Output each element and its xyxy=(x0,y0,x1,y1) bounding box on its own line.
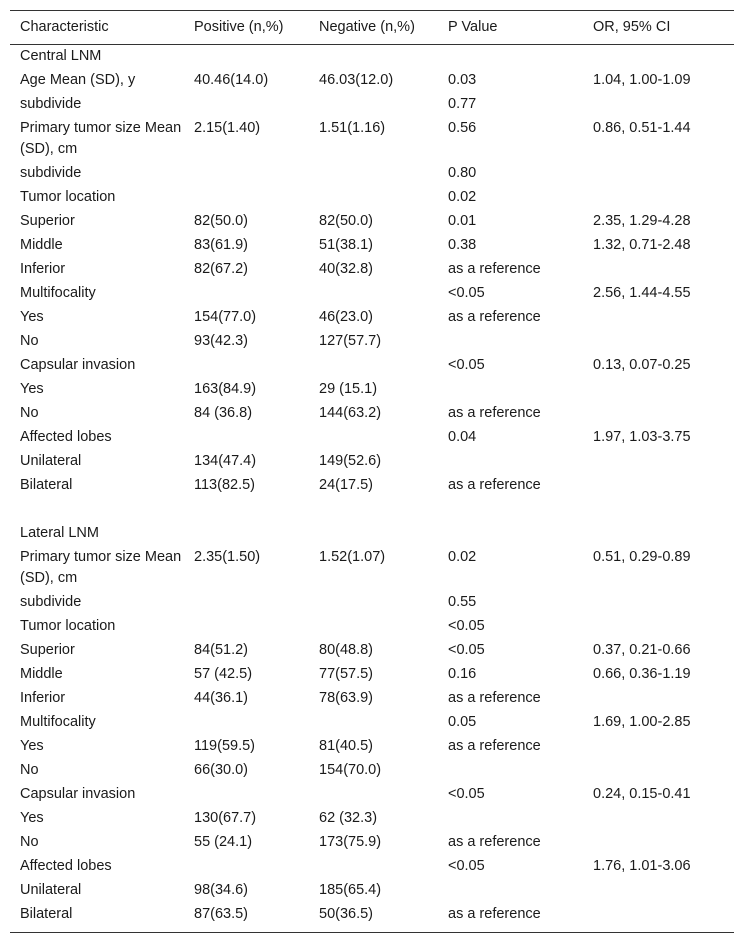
p-value-cell: <0.05 xyxy=(448,285,485,301)
characteristic-cell: Primary tumor size Mean (SD), cm xyxy=(20,549,182,586)
negative-cell: 77(57.5) xyxy=(319,666,374,682)
characteristic-cell: No xyxy=(20,762,39,778)
positive-cell xyxy=(184,591,309,615)
or-ci-cell: 1.32, 0.71-2.48 xyxy=(593,237,691,253)
characteristic-cell: Affected lobes xyxy=(20,858,112,874)
table-row xyxy=(10,162,734,186)
characteristic-cell: No xyxy=(20,834,39,850)
p-value-cell xyxy=(438,498,583,522)
characteristic-cell: Yes xyxy=(20,381,44,397)
negative-cell: 50(36.5) xyxy=(309,903,438,933)
positive-cell xyxy=(184,45,309,70)
table-row xyxy=(10,474,734,498)
table-row xyxy=(10,402,734,426)
table-row xyxy=(10,903,734,933)
or-ci-cell: 0.24, 0.15-0.41 xyxy=(593,786,691,802)
negative-cell: 51(38.1) xyxy=(319,237,374,253)
characteristic-cell: Middle xyxy=(20,666,63,682)
p-value-cell: 0.01 xyxy=(448,213,477,229)
table-row xyxy=(10,855,734,879)
positive-cell: 82(67.2) xyxy=(194,261,249,277)
table-row xyxy=(10,426,734,450)
negative-cell: 173(75.9) xyxy=(319,834,382,850)
table-row xyxy=(10,735,734,759)
positive-cell: 57 (42.5) xyxy=(194,666,253,682)
positive-cell xyxy=(184,498,309,522)
positive-cell: 82(50.0) xyxy=(194,213,249,229)
characteristic-cell: Primary tumor size Mean (SD), cm xyxy=(20,120,182,157)
or-ci-cell: 0.37, 0.21-0.66 xyxy=(593,642,691,658)
p-value-cell: 0.55 xyxy=(448,594,477,610)
positive-cell xyxy=(184,711,309,735)
p-value-cell xyxy=(438,807,583,831)
p-value-cell: as a reference xyxy=(448,690,541,706)
characteristic-cell: Inferior xyxy=(20,261,66,277)
negative-cell xyxy=(309,282,438,306)
positive-cell xyxy=(184,855,309,879)
positive-cell: 83(61.9) xyxy=(194,237,249,253)
or-ci-cell xyxy=(583,522,734,546)
characteristic-cell: Middle xyxy=(20,237,63,253)
positive-cell: 84(51.2) xyxy=(194,642,249,658)
table-row xyxy=(10,45,734,70)
or-ci-cell xyxy=(583,330,734,354)
characteristic-cell: Superior xyxy=(20,642,75,658)
positive-cell: 130(67.7) xyxy=(194,810,257,826)
negative-cell xyxy=(309,498,438,522)
characteristic-cell: Bilateral xyxy=(10,903,184,933)
p-value-cell: <0.05 xyxy=(448,786,485,802)
p-value-cell xyxy=(438,522,583,546)
p-value-cell: 0.80 xyxy=(448,165,477,181)
or-ci-cell: 1.97, 1.03-3.75 xyxy=(593,429,691,445)
or-ci-cell xyxy=(583,474,734,498)
table-row xyxy=(10,879,734,903)
positive-cell xyxy=(184,93,309,117)
p-value-cell xyxy=(438,759,583,783)
characteristic-cell: Yes xyxy=(20,309,44,325)
or-ci-cell xyxy=(583,45,734,70)
or-ci-cell: 1.76, 1.01-3.06 xyxy=(593,858,691,874)
table-row xyxy=(10,591,734,615)
or-ci-cell xyxy=(583,402,734,426)
table-row xyxy=(10,615,734,639)
negative-cell xyxy=(309,783,438,807)
or-ci-cell xyxy=(583,258,734,282)
negative-cell: 29 (15.1) xyxy=(319,381,378,397)
table-row xyxy=(10,306,734,330)
characteristic-cell: subdivide xyxy=(20,96,82,112)
or-ci-cell xyxy=(583,186,734,210)
positive-cell xyxy=(184,186,309,210)
or-ci-cell xyxy=(583,93,734,117)
table-row xyxy=(10,807,734,831)
characteristic-cell: subdivide xyxy=(20,594,82,610)
negative-cell: 1.51(1.16) xyxy=(319,120,386,136)
positive-cell: 154(77.0) xyxy=(194,309,257,325)
p-value-cell: as a reference xyxy=(448,738,541,754)
or-ci-cell xyxy=(583,879,734,903)
table-row xyxy=(10,234,734,258)
table-row xyxy=(10,282,734,306)
positive-cell: 66(30.0) xyxy=(194,762,249,778)
positive-cell: 2.15(1.40) xyxy=(194,120,261,136)
p-value-cell: <0.05 xyxy=(448,618,485,634)
positive-cell: 40.46(14.0) xyxy=(194,72,269,88)
negative-cell xyxy=(309,93,438,117)
p-value-cell: 0.77 xyxy=(448,96,477,112)
characteristic-cell: Tumor location xyxy=(20,618,116,634)
table-row xyxy=(10,759,734,783)
table-row xyxy=(10,186,734,210)
p-value-cell: as a reference xyxy=(448,834,541,850)
negative-cell xyxy=(309,354,438,378)
negative-cell xyxy=(309,855,438,879)
p-value-cell xyxy=(438,330,583,354)
p-value-cell: as a reference xyxy=(448,405,541,421)
characteristic-cell: Age Mean (SD), y xyxy=(20,72,136,88)
characteristic-cell: Lateral LNM xyxy=(20,525,99,541)
or-ci-cell: 1.69, 1.00-2.85 xyxy=(593,714,691,730)
table-row xyxy=(10,354,734,378)
table-row xyxy=(10,711,734,735)
negative-cell xyxy=(309,711,438,735)
positive-cell xyxy=(184,615,309,639)
characteristic-cell: Superior xyxy=(20,213,75,229)
negative-cell: 80(48.8) xyxy=(319,642,374,658)
or-ci-cell xyxy=(583,759,734,783)
header-negative: Negative (n,%) xyxy=(309,11,438,45)
p-value-cell: <0.05 xyxy=(448,642,485,658)
characteristic-cell: No xyxy=(20,333,39,349)
positive-cell xyxy=(184,426,309,450)
negative-cell: 144(63.2) xyxy=(319,405,382,421)
characteristic-cell: Multifocality xyxy=(20,714,96,730)
or-ci-cell xyxy=(583,687,734,711)
positive-cell: 98(34.6) xyxy=(194,882,249,898)
table-row xyxy=(10,663,734,687)
table-row xyxy=(10,69,734,93)
table-container xyxy=(10,10,734,933)
positive-cell: 87(63.5) xyxy=(184,903,309,933)
or-ci-cell xyxy=(583,807,734,831)
table-row xyxy=(10,546,734,591)
table-header xyxy=(10,11,734,45)
header-characteristic: Characteristic xyxy=(10,11,184,45)
positive-cell: 163(84.9) xyxy=(194,381,257,397)
or-ci-cell: 1.04, 1.00-1.09 xyxy=(593,72,691,88)
negative-cell: 78(63.9) xyxy=(319,690,374,706)
or-ci-cell xyxy=(583,615,734,639)
p-value-cell: <0.05 xyxy=(448,858,485,874)
p-value-cell xyxy=(438,879,583,903)
p-value-cell: as a reference xyxy=(448,309,541,325)
p-value-cell: 0.05 xyxy=(448,714,477,730)
characteristic-cell: Unilateral xyxy=(20,453,82,469)
or-ci-cell: 0.86, 0.51-1.44 xyxy=(593,120,691,136)
p-value-cell: <0.05 xyxy=(448,357,485,373)
data-table xyxy=(10,10,734,933)
negative-cell: 82(50.0) xyxy=(319,213,374,229)
characteristic-cell: Yes xyxy=(20,738,44,754)
p-value-cell: 0.38 xyxy=(448,237,477,253)
characteristic-cell: Bilateral xyxy=(20,477,73,493)
or-ci-cell xyxy=(583,903,734,933)
positive-cell: 44(36.1) xyxy=(194,690,249,706)
or-ci-cell xyxy=(583,591,734,615)
p-value-cell: as a reference xyxy=(448,261,541,277)
negative-cell: 185(65.4) xyxy=(319,882,382,898)
positive-cell xyxy=(184,783,309,807)
header-positive: Positive (n,%) xyxy=(184,11,309,45)
p-value-cell: 0.02 xyxy=(448,189,477,205)
header-or-ci: OR, 95% CI xyxy=(583,11,734,45)
table-row xyxy=(10,639,734,663)
characteristic-cell: subdivide xyxy=(20,165,82,181)
negative-cell: 149(52.6) xyxy=(319,453,382,469)
table-row xyxy=(10,783,734,807)
positive-cell xyxy=(184,282,309,306)
characteristic-cell: Yes xyxy=(20,810,44,826)
negative-cell: 127(57.7) xyxy=(319,333,382,349)
or-ci-cell xyxy=(583,450,734,474)
p-value-cell xyxy=(438,378,583,402)
negative-cell: 81(40.5) xyxy=(319,738,374,754)
table-row xyxy=(10,450,734,474)
negative-cell xyxy=(309,426,438,450)
or-ci-cell xyxy=(583,306,734,330)
positive-cell: 113(82.5) xyxy=(194,477,255,493)
or-ci-cell xyxy=(583,378,734,402)
p-value-cell: as a reference xyxy=(438,903,583,933)
table-row xyxy=(10,498,734,522)
positive-cell: 119(59.5) xyxy=(194,738,255,754)
characteristic-cell: Central LNM xyxy=(20,48,102,64)
characteristic-cell: Multifocality xyxy=(20,285,96,301)
table-row xyxy=(10,210,734,234)
header-row xyxy=(10,11,734,45)
positive-cell: 2.35(1.50) xyxy=(194,549,261,565)
or-ci-cell: 2.56, 1.44-4.55 xyxy=(593,285,691,301)
characteristic-cell: Capsular invasion xyxy=(20,357,136,373)
negative-cell: 62 (32.3) xyxy=(319,810,378,826)
table-row xyxy=(10,522,734,546)
or-ci-cell xyxy=(583,498,734,522)
header-p-value: P Value xyxy=(438,11,583,45)
positive-cell xyxy=(184,162,309,186)
characteristic-cell xyxy=(10,498,184,522)
negative-cell: 1.52(1.07) xyxy=(319,549,386,565)
positive-cell: 134(47.4) xyxy=(194,453,257,469)
negative-cell xyxy=(309,45,438,70)
or-ci-cell: 0.66, 0.36-1.19 xyxy=(593,666,691,682)
negative-cell: 46.03(12.0) xyxy=(319,72,394,88)
p-value-cell: 0.04 xyxy=(448,429,477,445)
characteristic-cell: Affected lobes xyxy=(20,429,112,445)
table-body xyxy=(10,45,734,933)
or-ci-cell: 0.51, 0.29-0.89 xyxy=(593,549,691,565)
or-ci-cell xyxy=(583,735,734,759)
negative-cell xyxy=(309,162,438,186)
p-value-cell xyxy=(438,450,583,474)
table-row xyxy=(10,330,734,354)
characteristic-cell: Capsular invasion xyxy=(20,786,136,802)
negative-cell: 24(17.5) xyxy=(319,477,374,493)
or-ci-cell xyxy=(583,831,734,855)
p-value-cell: 0.56 xyxy=(448,120,477,136)
negative-cell: 46(23.0) xyxy=(319,309,374,325)
characteristic-cell: Inferior xyxy=(20,690,66,706)
table-row xyxy=(10,117,734,162)
table-row xyxy=(10,258,734,282)
table-row xyxy=(10,378,734,402)
p-value-cell: 0.16 xyxy=(448,666,477,682)
positive-cell xyxy=(184,354,309,378)
p-value-cell: as a reference xyxy=(448,477,541,493)
negative-cell xyxy=(309,186,438,210)
p-value-cell xyxy=(438,45,583,70)
negative-cell xyxy=(309,615,438,639)
p-value-cell: 0.03 xyxy=(448,72,477,88)
negative-cell: 40(32.8) xyxy=(319,261,374,277)
table-row xyxy=(10,831,734,855)
table-row xyxy=(10,93,734,117)
positive-cell: 84 (36.8) xyxy=(194,405,253,421)
characteristic-cell: No xyxy=(20,405,39,421)
negative-cell xyxy=(309,591,438,615)
characteristic-cell: Unilateral xyxy=(20,882,82,898)
positive-cell xyxy=(184,522,309,546)
negative-cell xyxy=(309,522,438,546)
negative-cell: 154(70.0) xyxy=(319,762,382,778)
positive-cell: 55 (24.1) xyxy=(194,834,253,850)
p-value-cell: 0.02 xyxy=(448,549,477,565)
positive-cell: 93(42.3) xyxy=(194,333,249,349)
table-row xyxy=(10,687,734,711)
or-ci-cell: 0.13, 0.07-0.25 xyxy=(593,357,691,373)
or-ci-cell xyxy=(583,162,734,186)
or-ci-cell: 2.35, 1.29-4.28 xyxy=(593,213,691,229)
characteristic-cell: Tumor location xyxy=(20,189,116,205)
